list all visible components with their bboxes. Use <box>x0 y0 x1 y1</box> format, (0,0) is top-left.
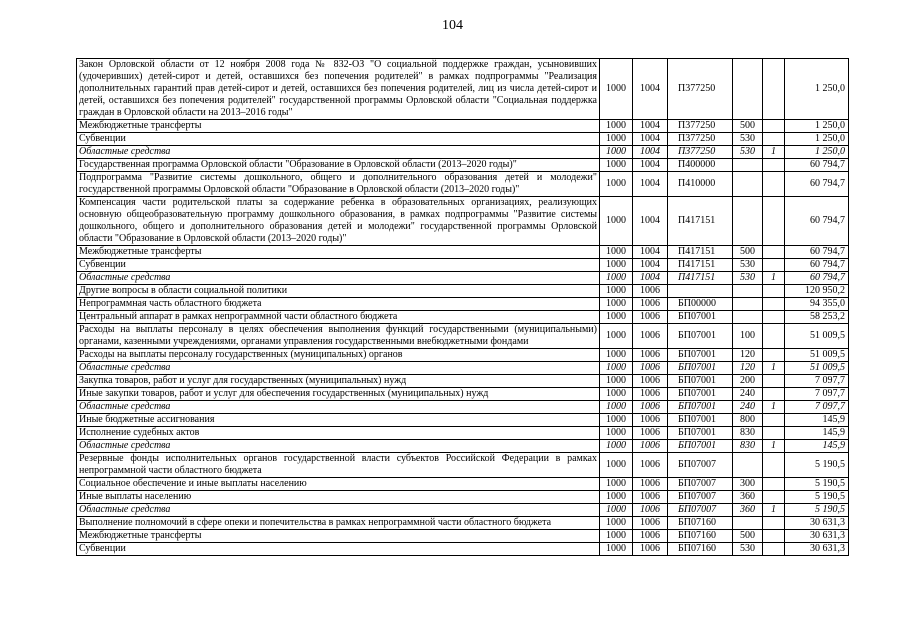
expense-type-code <box>733 159 763 172</box>
expense-type-code <box>733 197 763 246</box>
target-article-code: БП07160 <box>668 543 733 556</box>
subsection-code: 1004 <box>633 259 668 272</box>
table-row <box>77 324 849 349</box>
subsection-code: 1006 <box>633 285 668 298</box>
target-article-code: БП07001 <box>668 401 733 414</box>
amount: 7 097,7 <box>785 401 849 414</box>
section-code: 1000 <box>600 146 633 159</box>
amount: 60 794,7 <box>785 159 849 172</box>
row-description: Иные закупки товаров, работ и услуг для обеспечения государственных (муниципальных) нужд <box>77 388 600 401</box>
target-article-code: БП07001 <box>668 324 733 349</box>
subsection-code: 1004 <box>633 146 668 159</box>
amount: 145,9 <box>785 427 849 440</box>
table-row <box>77 272 849 285</box>
target-article-code: БП00000 <box>668 298 733 311</box>
target-article-code: П400000 <box>668 159 733 172</box>
target-article-code: БП07007 <box>668 478 733 491</box>
table-row <box>77 311 849 324</box>
section-code: 1000 <box>600 324 633 349</box>
table-row <box>77 440 849 453</box>
amount: 120 950,2 <box>785 285 849 298</box>
amount: 5 190,5 <box>785 453 849 478</box>
expense-type-code: 500 <box>733 530 763 543</box>
funding-source-code <box>763 324 785 349</box>
expense-type-code: 360 <box>733 491 763 504</box>
section-code: 1000 <box>600 491 633 504</box>
expense-type-code: 530 <box>733 259 763 272</box>
subsection-code: 1006 <box>633 504 668 517</box>
row-description: Непрограммная часть областного бюджета <box>77 298 600 311</box>
section-code: 1000 <box>600 388 633 401</box>
row-description: Областные средства <box>77 362 600 375</box>
table-row <box>77 504 849 517</box>
funding-source-code <box>763 285 785 298</box>
section-code: 1000 <box>600 414 633 427</box>
expense-type-code <box>733 172 763 197</box>
expense-type-code: 800 <box>733 414 763 427</box>
table-row <box>77 259 849 272</box>
expense-type-code: 530 <box>733 146 763 159</box>
funding-source-code: 1 <box>763 362 785 375</box>
subsection-code: 1006 <box>633 517 668 530</box>
funding-source-code <box>763 159 785 172</box>
target-article-code: БП07001 <box>668 388 733 401</box>
funding-source-code <box>763 259 785 272</box>
row-description: Областные средства <box>77 272 600 285</box>
funding-source-code: 1 <box>763 272 785 285</box>
funding-source-code <box>763 517 785 530</box>
table-row <box>77 133 849 146</box>
table-row <box>77 478 849 491</box>
row-description: Иные бюджетные ассигнования <box>77 414 600 427</box>
funding-source-code <box>763 59 785 120</box>
expense-type-code <box>733 453 763 478</box>
funding-source-code: 1 <box>763 440 785 453</box>
target-article-code: П417151 <box>668 197 733 246</box>
page-number: 104 <box>442 18 463 33</box>
table-row <box>77 349 849 362</box>
section-code: 1000 <box>600 120 633 133</box>
expense-type-code: 240 <box>733 388 763 401</box>
amount: 1 250,0 <box>785 146 849 159</box>
section-code: 1000 <box>600 59 633 120</box>
subsection-code: 1004 <box>633 133 668 146</box>
section-code: 1000 <box>600 197 633 246</box>
table-row <box>77 543 849 556</box>
section-code: 1000 <box>600 285 633 298</box>
amount: 30 631,3 <box>785 543 849 556</box>
subsection-code: 1006 <box>633 440 668 453</box>
amount: 5 190,5 <box>785 504 849 517</box>
target-article-code: БП07001 <box>668 349 733 362</box>
row-description: Субвенции <box>77 543 600 556</box>
table-row <box>77 530 849 543</box>
subsection-code: 1004 <box>633 246 668 259</box>
section-code: 1000 <box>600 172 633 197</box>
table-row <box>77 517 849 530</box>
table-row <box>77 401 849 414</box>
expense-type-code: 500 <box>733 246 763 259</box>
subsection-code: 1006 <box>633 388 668 401</box>
subsection-code: 1006 <box>633 401 668 414</box>
section-code: 1000 <box>600 478 633 491</box>
target-article-code: БП07007 <box>668 504 733 517</box>
funding-source-code <box>763 414 785 427</box>
row-description: Закупка товаров, работ и услуг для государственных (муниципальных) нужд <box>77 375 600 388</box>
funding-source-code <box>763 133 785 146</box>
subsection-code: 1004 <box>633 197 668 246</box>
target-article-code: БП07160 <box>668 530 733 543</box>
table-row <box>77 298 849 311</box>
target-article-code: П417151 <box>668 259 733 272</box>
expense-type-code: 120 <box>733 349 763 362</box>
target-article-code: БП07001 <box>668 427 733 440</box>
table-row <box>77 59 849 120</box>
amount: 51 009,5 <box>785 349 849 362</box>
amount: 1 250,0 <box>785 59 849 120</box>
target-article-code: БП07001 <box>668 440 733 453</box>
funding-source-code <box>763 388 785 401</box>
row-description: Другие вопросы в области социальной политики <box>77 285 600 298</box>
row-description: Иные выплаты населению <box>77 491 600 504</box>
expense-type-code: 100 <box>733 324 763 349</box>
budget-table <box>76 58 849 556</box>
table-row <box>77 246 849 259</box>
funding-source-code <box>763 427 785 440</box>
subsection-code: 1006 <box>633 311 668 324</box>
expense-type-code: 530 <box>733 133 763 146</box>
amount: 7 097,7 <box>785 388 849 401</box>
row-description: Закон Орловской области от 12 ноября 2008 года № 832-ОЗ "О социальной поддержке граждан, усыновивших (удочеривших) детей-сирот и детей, оставшихся без попечения родителей" в рамках подпрограммы "Реализация дополнительных гарантий прав детей-сирот и детей, оставшихся без попечения родителей, лиц из числа детей-сирот и детей, оставшихся без попечения родителей" государственной программы Орловской области "Социальная поддержка граждан в Орловской области на 2013–2016 годы" <box>77 59 600 120</box>
expense-type-code: 830 <box>733 427 763 440</box>
amount: 60 794,7 <box>785 259 849 272</box>
expense-type-code: 240 <box>733 401 763 414</box>
section-code: 1000 <box>600 362 633 375</box>
section-code: 1000 <box>600 504 633 517</box>
row-description: Расходы на выплаты персоналу государственных (муниципальных) органов <box>77 349 600 362</box>
amount: 1 250,0 <box>785 120 849 133</box>
target-article-code: П417151 <box>668 246 733 259</box>
section-code: 1000 <box>600 401 633 414</box>
funding-source-code <box>763 453 785 478</box>
section-code: 1000 <box>600 517 633 530</box>
target-article-code: БП07001 <box>668 375 733 388</box>
table-body <box>77 59 849 556</box>
expense-type-code: 530 <box>733 272 763 285</box>
subsection-code: 1006 <box>633 478 668 491</box>
row-description: Областные средства <box>77 146 600 159</box>
section-code: 1000 <box>600 440 633 453</box>
section-code: 1000 <box>600 259 633 272</box>
target-article-code: П377250 <box>668 120 733 133</box>
funding-source-code <box>763 246 785 259</box>
subsection-code: 1006 <box>633 375 668 388</box>
amount: 145,9 <box>785 414 849 427</box>
table-row <box>77 414 849 427</box>
table-row <box>77 453 849 478</box>
row-description: Социальное обеспечение и иные выплаты населению <box>77 478 600 491</box>
subsection-code: 1006 <box>633 414 668 427</box>
subsection-code: 1004 <box>633 120 668 133</box>
funding-source-code <box>763 172 785 197</box>
row-description: Резервные фонды исполнительных органов государственной власти субъектов Российской Федерации в рамках непрограммной части областного бюджета <box>77 453 600 478</box>
funding-source-code: 1 <box>763 401 785 414</box>
subsection-code: 1004 <box>633 272 668 285</box>
subsection-code: 1006 <box>633 453 668 478</box>
target-article-code: БП07007 <box>668 453 733 478</box>
table-row <box>77 362 849 375</box>
subsection-code: 1006 <box>633 427 668 440</box>
table-row <box>77 159 849 172</box>
amount: 60 794,7 <box>785 197 849 246</box>
amount: 51 009,5 <box>785 362 849 375</box>
funding-source-code <box>763 197 785 246</box>
table-row <box>77 197 849 246</box>
amount: 60 794,7 <box>785 272 849 285</box>
table-row <box>77 388 849 401</box>
amount: 60 794,7 <box>785 246 849 259</box>
funding-source-code <box>763 543 785 556</box>
subsection-code: 1006 <box>633 491 668 504</box>
expense-type-code <box>733 285 763 298</box>
table-row <box>77 491 849 504</box>
subsection-code: 1006 <box>633 349 668 362</box>
funding-source-code <box>763 298 785 311</box>
expense-type-code: 530 <box>733 543 763 556</box>
row-description: Компенсация части родительской платы за содержание ребенка в образовательных организациях, реализующих основную общеобразовательную программу дошкольного образования, в рамках подпрограммы "Развитие системы дошкольного, общего и дополнительного образования детей и молодежи" государственной программы Орловской области "Образование в Орловской области (2013–2020 годы)" <box>77 197 600 246</box>
subsection-code: 1004 <box>633 59 668 120</box>
row-description: Областные средства <box>77 504 600 517</box>
row-description: Центральный аппарат в рамках непрограммной части областного бюджета <box>77 311 600 324</box>
amount: 58 253,2 <box>785 311 849 324</box>
section-code: 1000 <box>600 311 633 324</box>
section-code: 1000 <box>600 453 633 478</box>
row-description: Субвенции <box>77 259 600 272</box>
table-row <box>77 375 849 388</box>
row-description: Выполнение полномочий в сфере опеки и попечительства в рамках непрограммной части областного бюджета <box>77 517 600 530</box>
row-description: Государственная программа Орловской области "Образование в Орловской области (2013–2020 годы)" <box>77 159 600 172</box>
section-code: 1000 <box>600 349 633 362</box>
amount: 5 190,5 <box>785 491 849 504</box>
table-row <box>77 427 849 440</box>
funding-source-code: 1 <box>763 146 785 159</box>
subsection-code: 1006 <box>633 298 668 311</box>
expense-type-code: 360 <box>733 504 763 517</box>
target-article-code: БП07001 <box>668 311 733 324</box>
amount: 30 631,3 <box>785 517 849 530</box>
expense-type-code <box>733 59 763 120</box>
subsection-code: 1006 <box>633 543 668 556</box>
subsection-code: 1004 <box>633 159 668 172</box>
funding-source-code <box>763 478 785 491</box>
row-description: Субвенции <box>77 133 600 146</box>
funding-source-code <box>763 375 785 388</box>
expense-type-code <box>733 298 763 311</box>
row-description: Межбюджетные трансферты <box>77 246 600 259</box>
row-description: Подпрограмма "Развитие системы дошкольного, общего и дополнительного образования детей и молодежи" государственной программы Орловской области "Образование в Орловской области (2013–2020 годы)" <box>77 172 600 197</box>
section-code: 1000 <box>600 427 633 440</box>
amount: 94 355,0 <box>785 298 849 311</box>
expense-type-code: 500 <box>733 120 763 133</box>
funding-source-code: 1 <box>763 504 785 517</box>
section-code: 1000 <box>600 298 633 311</box>
expense-type-code <box>733 311 763 324</box>
subsection-code: 1006 <box>633 324 668 349</box>
row-description: Областные средства <box>77 440 600 453</box>
target-article-code: П410000 <box>668 172 733 197</box>
target-article-code: БП07001 <box>668 362 733 375</box>
funding-source-code <box>763 491 785 504</box>
section-code: 1000 <box>600 159 633 172</box>
amount: 7 097,7 <box>785 375 849 388</box>
amount: 30 631,3 <box>785 530 849 543</box>
amount: 145,9 <box>785 440 849 453</box>
row-description: Расходы на выплаты персоналу в целях обеспечения выполнения функций государственными (муниципальными) органами, казенными учреждениями, органами управления государственными внебюджетными фондами <box>77 324 600 349</box>
target-article-code: П377250 <box>668 59 733 120</box>
funding-source-code <box>763 349 785 362</box>
table-row <box>77 120 849 133</box>
subsection-code: 1006 <box>633 362 668 375</box>
expense-type-code: 120 <box>733 362 763 375</box>
section-code: 1000 <box>600 133 633 146</box>
target-article-code: БП07007 <box>668 491 733 504</box>
row-description: Межбюджетные трансферты <box>77 530 600 543</box>
row-description: Межбюджетные трансферты <box>77 120 600 133</box>
target-article-code: П417151 <box>668 272 733 285</box>
target-article-code: БП07001 <box>668 414 733 427</box>
target-article-code: БП07160 <box>668 517 733 530</box>
funding-source-code <box>763 120 785 133</box>
amount: 60 794,7 <box>785 172 849 197</box>
section-code: 1000 <box>600 375 633 388</box>
table-row <box>77 285 849 298</box>
table-row <box>77 172 849 197</box>
subsection-code: 1006 <box>633 530 668 543</box>
amount: 51 009,5 <box>785 324 849 349</box>
row-description: Исполнение судебных актов <box>77 427 600 440</box>
section-code: 1000 <box>600 530 633 543</box>
target-article-code: П377250 <box>668 146 733 159</box>
expense-type-code: 300 <box>733 478 763 491</box>
row-description: Областные средства <box>77 401 600 414</box>
funding-source-code <box>763 530 785 543</box>
expense-type-code: 200 <box>733 375 763 388</box>
funding-source-code <box>763 311 785 324</box>
table-row <box>77 146 849 159</box>
section-code: 1000 <box>600 246 633 259</box>
section-code: 1000 <box>600 272 633 285</box>
expense-type-code: 830 <box>733 440 763 453</box>
section-code: 1000 <box>600 543 633 556</box>
amount: 1 250,0 <box>785 133 849 146</box>
expense-type-code <box>733 517 763 530</box>
subsection-code: 1004 <box>633 172 668 197</box>
target-article-code: П377250 <box>668 133 733 146</box>
target-article-code <box>668 285 733 298</box>
amount: 5 190,5 <box>785 478 849 491</box>
